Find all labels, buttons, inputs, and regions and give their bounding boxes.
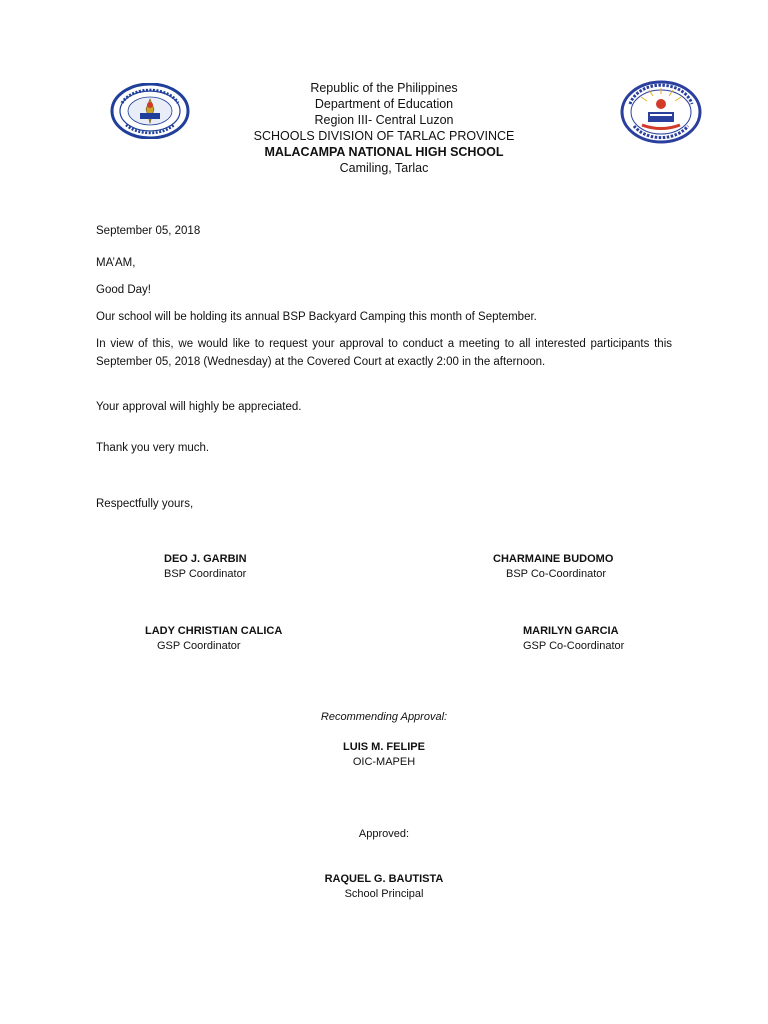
letterhead-line-department: Department of Education [314,97,454,111]
letter-closing: Respectfully yours, [96,498,194,510]
recommending-approval-label: Recommending Approval: [320,711,448,723]
letterhead-school-name: MALACAMPA NATIONAL HIGH SCHOOL [264,145,504,159]
letter-greeting: Good Day! [96,284,151,296]
signatory-name: LUIS M. FELIPE [343,741,425,753]
letter-salutation: MA’AM, [96,257,136,269]
letter-date: September 05, 2018 [96,225,201,237]
letter-paragraph-3: Your approval will highly be appreciated. [96,401,302,413]
signatory-title: OIC-MAPEH [352,756,416,768]
letterhead-location: Camiling, Tarlac [339,161,429,175]
recommending-signatory [0,740,768,770]
approving-signatory [0,872,768,902]
signatory-name: LADY CHRISTIAN CALICA [145,625,283,637]
signatory-title: BSP Coordinator [164,568,247,580]
signatory-name: MARILYN GARCIA [523,625,619,637]
approved-label: Approved: [358,828,410,840]
signatory-name: RAQUEL G. BAUTISTA [324,873,444,885]
signatory-gsp-coordinator [145,624,282,654]
letter-thanks: Thank you very much. [96,442,210,454]
signatory-title: School Principal [344,888,424,900]
signatory-name: DEO J. GARBIN [164,553,247,565]
signatory-title: GSP Coordinator [157,640,241,652]
signatory-gsp-co-coordinator [523,624,624,654]
signatory-name: CHARMAINE BUDOMO [493,553,614,565]
letterhead-line-republic: Republic of the Philippines [310,81,458,95]
signatory-title: BSP Co-Coordinator [506,568,607,580]
letter-paragraph-2: In view of this, we would like to request your approval to conduct a meeting to all interested participants this September 05, 2018 (Wednesday) at the Covered Court at exactly 2:00 in the afternoon. [96,338,672,368]
signatory-title: GSP Co-Coordinator [523,640,625,652]
letter-paragraph-1: Our school will be holding its annual BSP Backyard Camping this month of September. [96,311,537,323]
letterhead-line-division: SCHOOLS DIVISION OF TARLAC PROVINCE [253,129,515,143]
letterhead-line-region: Region III- Central Luzon [314,113,454,127]
signatory-bsp-co-coordinator [493,552,613,582]
signatory-bsp-coordinator [164,552,247,582]
letterhead [0,80,768,176]
